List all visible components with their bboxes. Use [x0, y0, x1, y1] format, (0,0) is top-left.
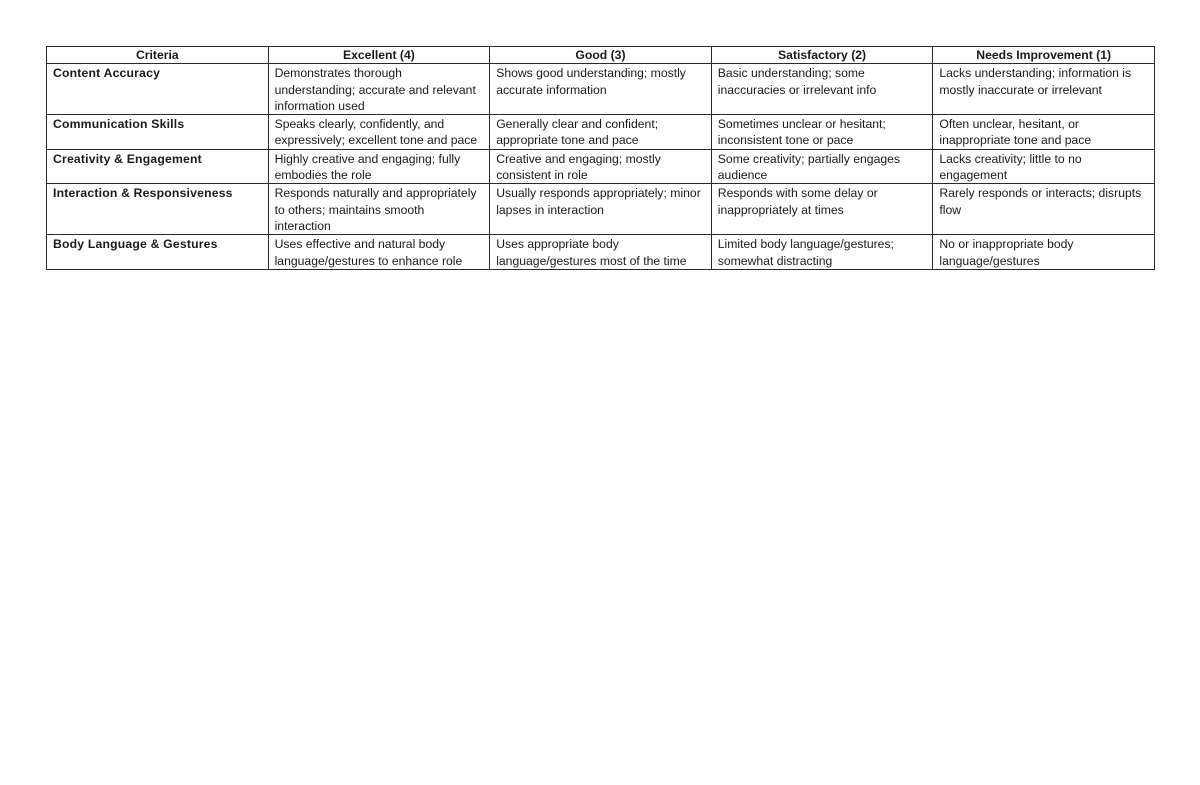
table-row: [47, 64, 1155, 115]
rubric-body: [47, 64, 1155, 270]
satisfactory-cell: Some creativity; partially engages audience: [711, 149, 933, 184]
rubric-header: [47, 47, 1155, 64]
criteria-cell: Communication Skills: [47, 115, 269, 150]
needs-improvement-cell: Lacks understanding; information is mostly inaccurate or irrelevant: [933, 64, 1155, 115]
table-row: [47, 184, 1155, 235]
good-cell: Creative and engaging; mostly consistent in role: [490, 149, 712, 184]
criteria-cell: Body Language & Gestures: [47, 235, 269, 270]
criteria-cell: Interaction & Responsiveness: [47, 184, 269, 235]
header-criteria: Criteria: [47, 47, 269, 64]
excellent-cell: Responds naturally and appropriately to others; maintains smooth interaction: [268, 184, 490, 235]
satisfactory-cell: Limited body language/gestures; somewhat distracting: [711, 235, 933, 270]
needs-improvement-cell: Often unclear, hesitant, or inappropriate tone and pace: [933, 115, 1155, 150]
needs-improvement-cell: No or inappropriate body language/gestures: [933, 235, 1155, 270]
needs-improvement-cell: Lacks creativity; little to no engagement: [933, 149, 1155, 184]
good-cell: Shows good understanding; mostly accurate information: [490, 64, 712, 115]
excellent-cell: Highly creative and engaging; fully embodies the role: [268, 149, 490, 184]
header-needs-improvement: Needs Improvement (1): [933, 47, 1155, 64]
header-satisfactory: Satisfactory (2): [711, 47, 933, 64]
excellent-cell: Uses effective and natural body language/gestures to enhance role: [268, 235, 490, 270]
good-cell: Usually responds appropriately; minor lapses in interaction: [490, 184, 712, 235]
satisfactory-cell: Responds with some delay or inappropriately at times: [711, 184, 933, 235]
header-row: [47, 47, 1155, 64]
good-cell: Uses appropriate body language/gestures most of the time: [490, 235, 712, 270]
needs-improvement-cell: Rarely responds or interacts; disrupts flow: [933, 184, 1155, 235]
excellent-cell: Speaks clearly, confidently, and expressively; excellent tone and pace: [268, 115, 490, 150]
criteria-cell: Content Accuracy: [47, 64, 269, 115]
table-row: [47, 149, 1155, 184]
satisfactory-cell: Basic understanding; some inaccuracies or irrelevant info: [711, 64, 933, 115]
header-good: Good (3): [490, 47, 712, 64]
header-excellent: Excellent (4): [268, 47, 490, 64]
table-row: [47, 115, 1155, 150]
table-row: [47, 235, 1155, 270]
satisfactory-cell: Sometimes unclear or hesitant; inconsistent tone or pace: [711, 115, 933, 150]
good-cell: Generally clear and confident; appropriate tone and pace: [490, 115, 712, 150]
criteria-cell: Creativity & Engagement: [47, 149, 269, 184]
rubric-table: [46, 46, 1155, 270]
excellent-cell: Demonstrates thorough understanding; accurate and relevant information used: [268, 64, 490, 115]
